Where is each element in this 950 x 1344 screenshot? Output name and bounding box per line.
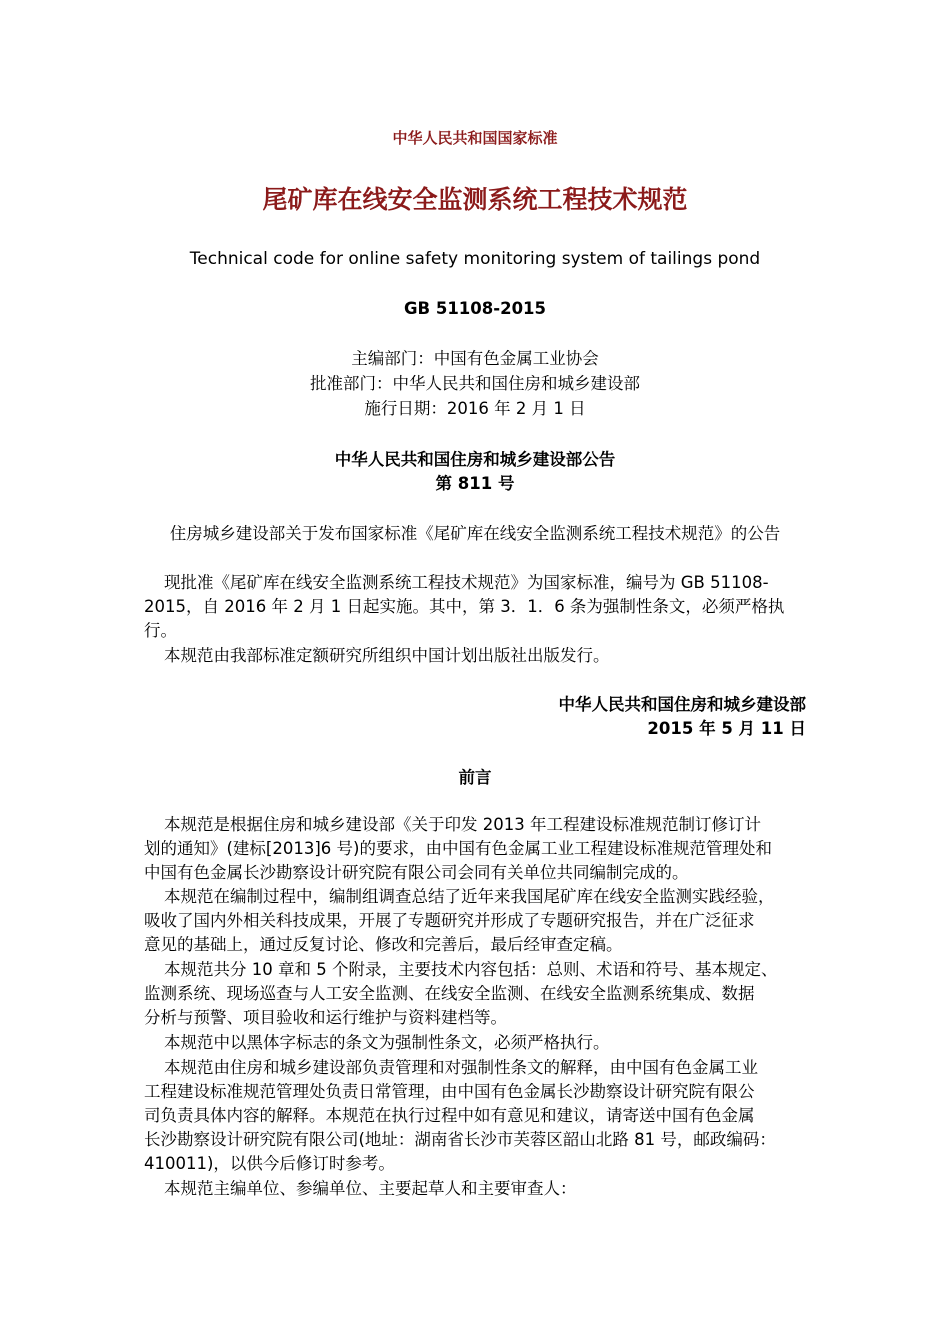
announcement-text-line: 2015，自 2016 年 2 月 1 日起实施。其中，第 3．1．6 条为强制性条文，必须严格执 [144,597,785,616]
effective-date: 施行日期：2016 年 2 月 1 日 [364,399,586,418]
preface-text-line: 本规范在编制过程中，编制组调查总结了近年来我国尾矿库在线安全监测实践经验， [164,887,775,906]
announcement-subject: 住房城乡建设部关于发布国家标准《尾矿库在线安全监测系统工程技术规范》的公告 [169,524,781,543]
announcement-signature: 中华人民共和国住房和城乡建设部 [558,695,806,714]
preface-text-line: 本规范是根据住房和城乡建设部《关于印发 2013 年工程建设标准规范制订修订计 [164,815,761,834]
standard-code: GB 51108-2015 [403,299,547,318]
preface-text-line: 长沙勘察设计研究院有限公司(地址：湖南省长沙市芙蓉区韶山北路 81 号，邮政编码： [144,1130,776,1149]
preface-text-line: 意见的基础上，通过反复讨论、修改和完善后，最后经审查定稿。 [144,935,623,954]
announcement-text-line: 本规范由我部标准定额研究所组织中国计划出版社出版发行。 [164,646,610,665]
preface-text-line: 监测系统、现场巡查与人工安全监测、在线安全监测、在线安全监测系统集成、数据 [144,984,755,1003]
preface-text-line: 划的通知》(建标[2013]6 号)的要求，由中国有色金属工业工程建设标准规范管理处和 [144,839,772,858]
approval-dept: 批准部门：中华人民共和国住房和城乡建设部 [310,374,640,393]
english-title: Technical code for online safety monitoring system of tailings pond [189,249,761,269]
preface-text-line: 本规范共分 10 章和 5 个附录，主要技术内容包括：总则、术语和符号、基本规定、 [164,960,778,979]
preface-text-line: 本规范主编单位、参编单位、主要起草人和主要审查人： [164,1179,577,1198]
preface-text-line: 410011)，以供今后修订时参考。 [144,1154,395,1173]
editor-dept: 主编部门：中国有色金属工业协会 [351,349,599,368]
preface-text-line: 中国有色金属长沙勘察设计研究院有限公司会同有关单位共同编制完成的。 [144,863,689,882]
announcement-number: 第 811 号 [435,474,515,493]
preface-text-line: 司负责具体内容的解释。本规范在执行过程中如有意见和建议，请寄送中国有色金属 [144,1106,755,1125]
preface-text-line: 工程建设标准规范管理处负责日常管理，由中国有色金属长沙勘察设计研究院有限公 [144,1082,755,1101]
standard-header: 中华人民共和国国家标准 [392,129,558,147]
announcement-heading: 中华人民共和国住房和城乡建设部公告 [334,450,616,469]
preface-text-line: 本规范由住房和城乡建设部负责管理和对强制性条文的解释，由中国有色金属工业 [164,1058,758,1077]
preface-heading: 前言 [458,768,492,787]
preface-text-line: 吸收了国内外相关科技成果，开展了专题研究并形成了专题研究报告，并在广泛征求 [144,911,755,930]
announcement-text-line: 行。 [144,621,177,640]
preface-text-line: 本规范中以黑体字标志的条文为强制性条文，必须严格执行。 [164,1033,610,1052]
preface-text-line: 分析与预警、项目验收和运行维护与资料建档等。 [144,1008,507,1027]
announcement-text-line: 现批准《尾矿库在线安全监测系统工程技术规范》为国家标准，编号为 GB 51108- [164,573,769,592]
document-title: 尾矿库在线安全监测系统工程技术规范 [262,185,688,214]
announcement-date: 2015 年 5 月 11 日 [647,719,806,738]
